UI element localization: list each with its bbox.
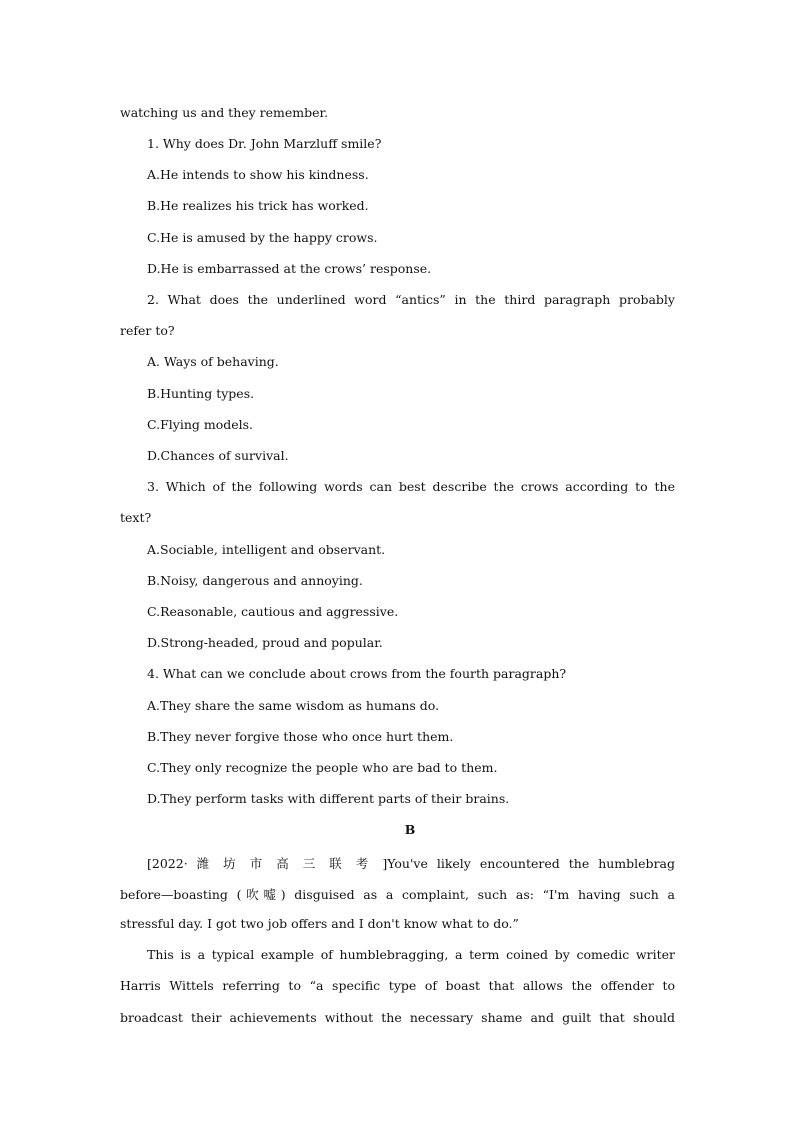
text-line: watching us and they remember.: [120, 105, 329, 120]
question-3: 3. Which of the following words can best describe the crows according to the: [147, 479, 675, 494]
passage-line: before—boasting (吹嘘) disguised as a complaint, such as: “I'm having such a: [120, 887, 675, 902]
question-4: 4. What can we conclude about crows from the fourth paragraph?: [147, 666, 567, 681]
option-line: D.They perform tasks with different parts of their brains.: [147, 791, 510, 806]
option-line: D.Chances of survival.: [147, 448, 289, 463]
option-line: C.He is amused by the happy crows.: [147, 230, 378, 245]
question-2: 2. What does the underlined word “antics” in the third paragraph probably: [147, 292, 675, 307]
option-line: B.Hunting types.: [147, 386, 255, 401]
option-line: C.They only recognize the people who are bad to them.: [147, 760, 498, 775]
option-line: A.Sociable, intelligent and observant.: [147, 542, 386, 557]
option-line: A.He intends to show his kindness.: [147, 167, 369, 182]
option-line: C.Reasonable, cautious and aggressive.: [147, 604, 399, 619]
option-line: A. Ways of behaving.: [147, 354, 279, 369]
section-heading: B: [404, 822, 416, 837]
option-line: B.They never forgive those who once hurt them.: [147, 729, 454, 744]
passage-line: This is a typical example of humblebragging, a term coined by comedic writer: [147, 947, 675, 962]
text-line: text?: [120, 510, 152, 525]
text-line: refer to?: [120, 323, 175, 338]
passage-line: [2022· 潍 坊 市 高 三 联 考 ]You've likely encountered the humblebrag: [147, 856, 675, 871]
option-line: B.Noisy, dangerous and annoying.: [147, 573, 363, 588]
question-1: 1. Why does Dr. John Marzluff smile?: [147, 136, 382, 151]
option-line: D.He is embarrassed at the crows’ response.: [147, 261, 432, 276]
option-line: A.They share the same wisdom as humans do.: [147, 698, 440, 713]
option-line: B.He realizes his trick has worked.: [147, 198, 369, 213]
passage-line: broadcast their achievements without the necessary shame and guilt that should: [120, 1010, 675, 1025]
option-line: C.Flying models.: [147, 417, 254, 432]
passage-line: stressful day. I got two job offers and I don't know what to do.”: [120, 916, 519, 931]
passage-line: Harris Wittels referring to “a specific type of boast that allows the offender to: [120, 978, 675, 993]
option-line: D.Strong-headed, proud and popular.: [147, 635, 383, 650]
